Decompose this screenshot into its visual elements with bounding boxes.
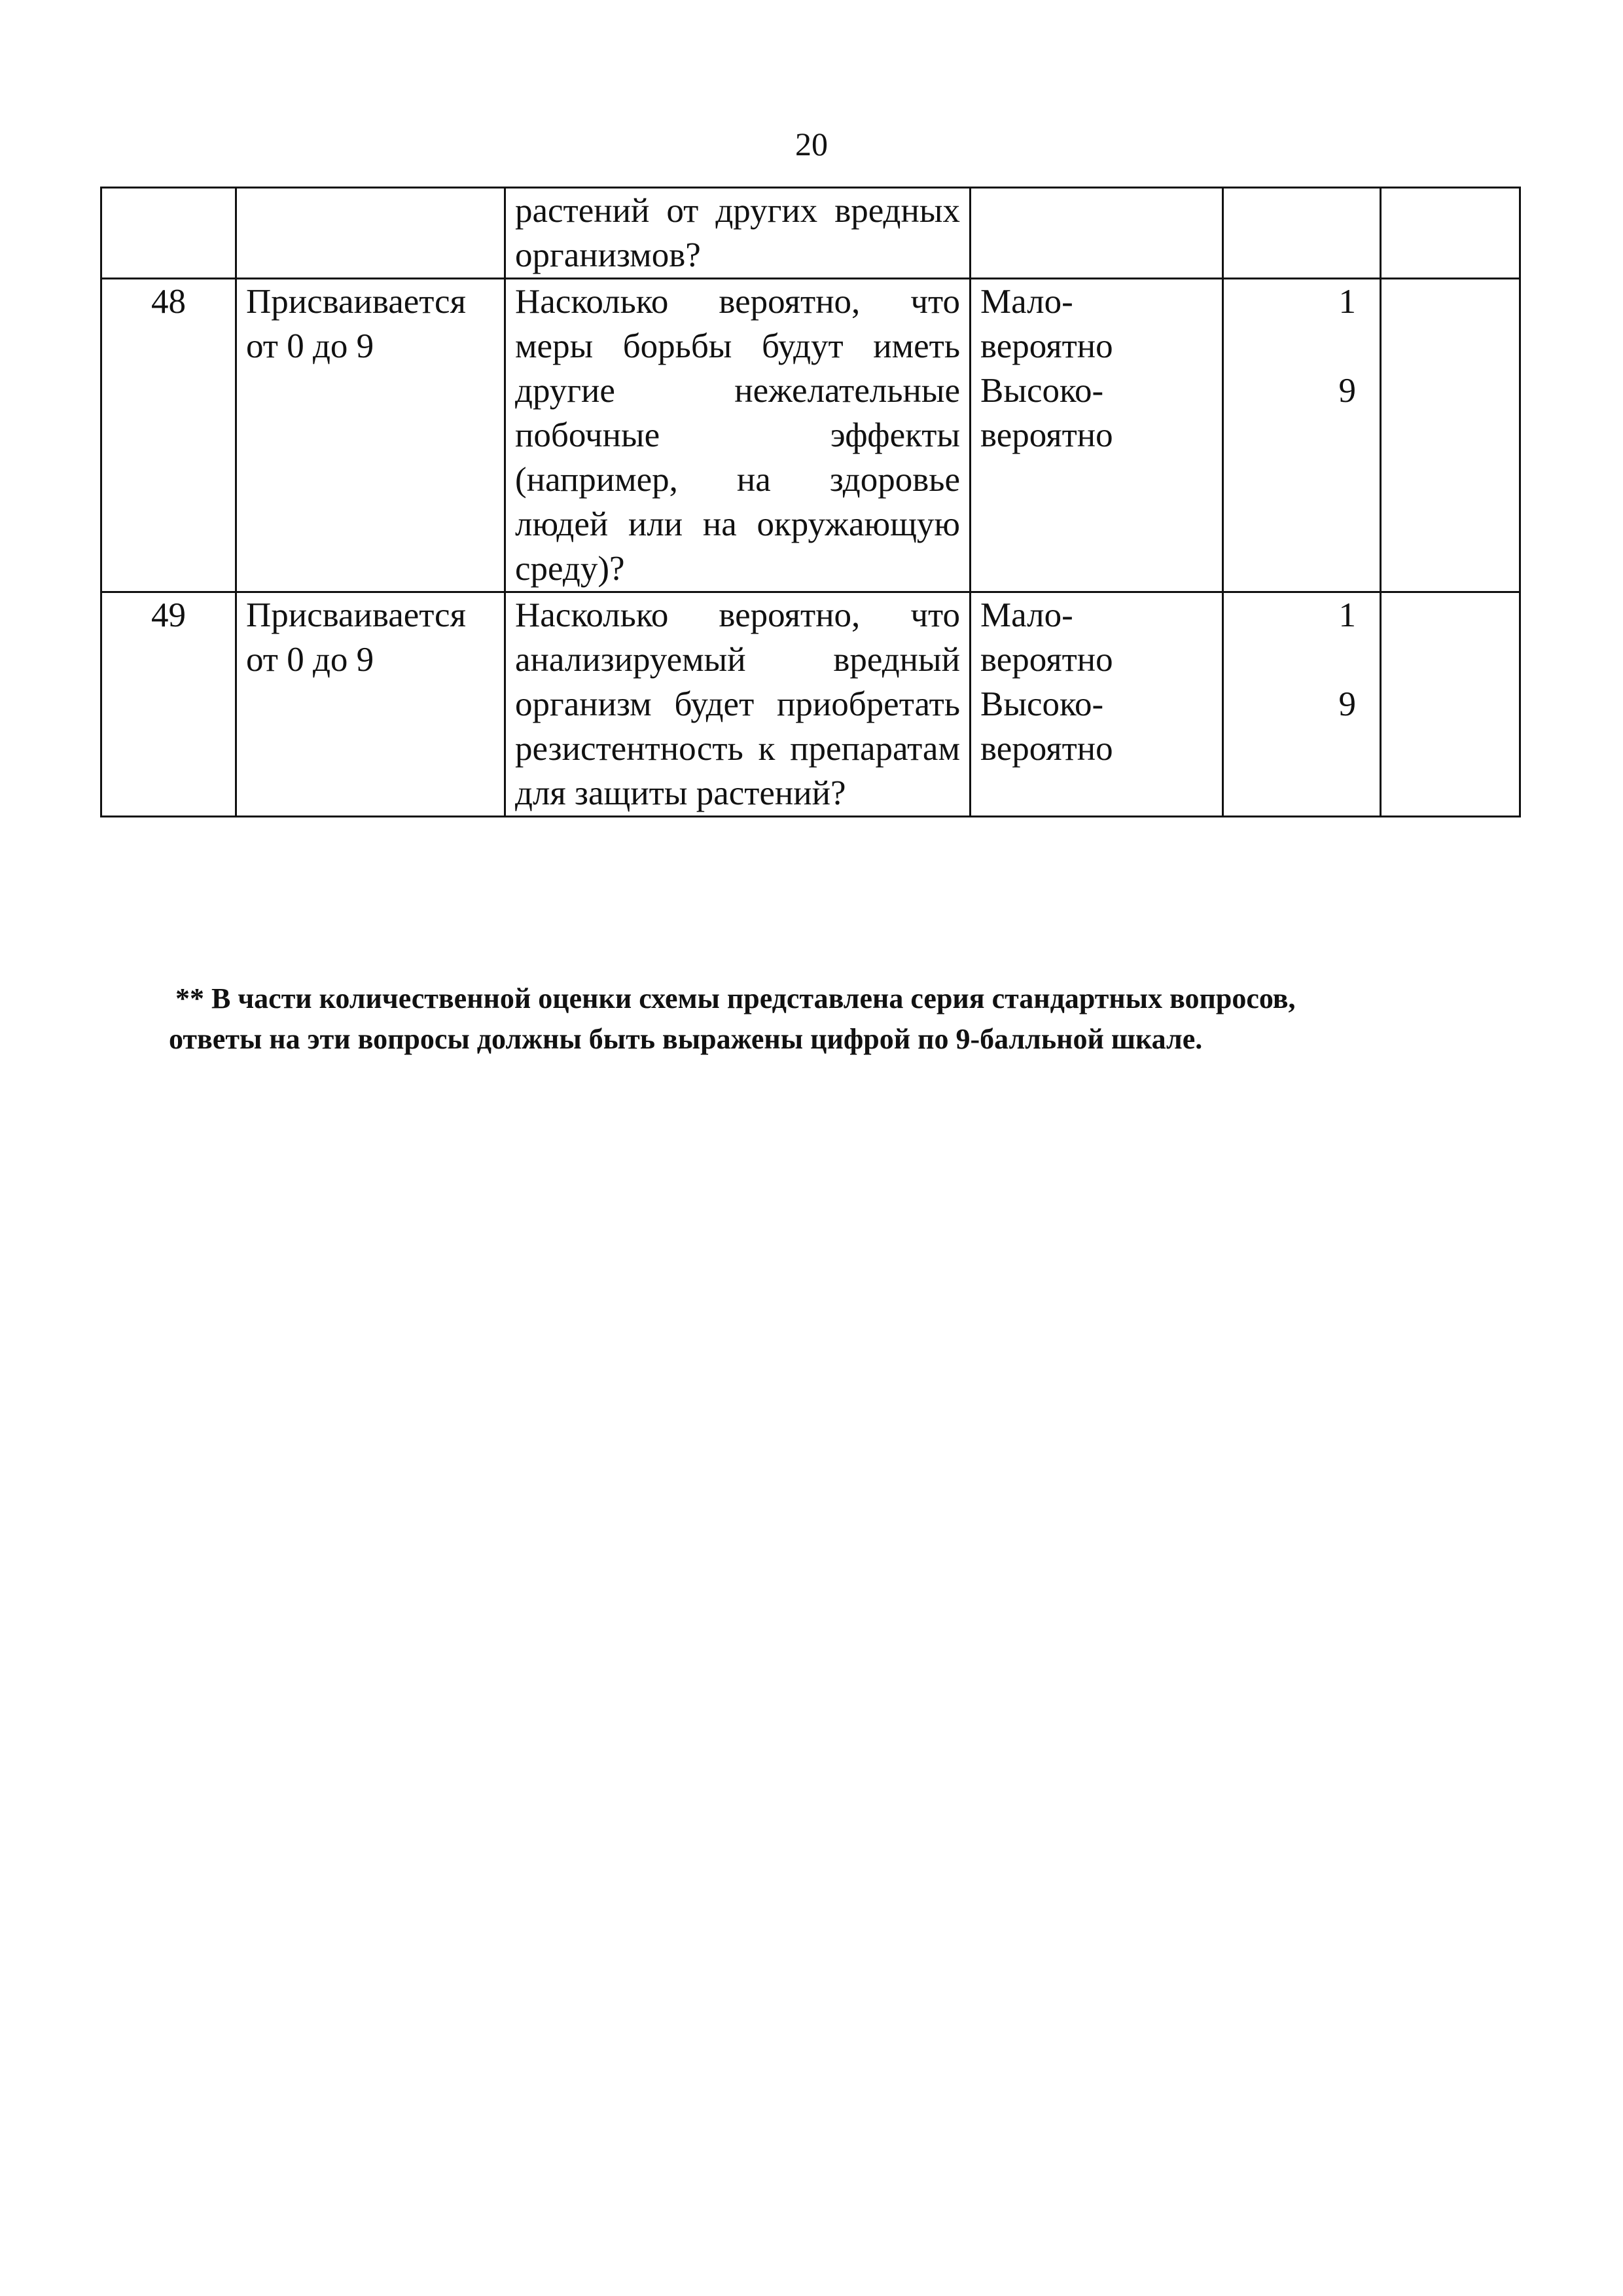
footnote-line-1	[175, 978, 1520, 1019]
cell-answer	[971, 592, 1223, 817]
assign-text: Присваивается от 0 до 9	[236, 279, 505, 592]
answer-high-line-2: вероятно	[980, 416, 1113, 454]
score-high: 9	[1338, 372, 1356, 410]
assessment-table	[100, 187, 1521, 817]
cell-answer	[971, 188, 1223, 279]
question-text: Насколько вероятно, что анализируемый вредный организм будет приобретать резистентность к препаратам для защиты растений?	[515, 596, 960, 812]
score-low: 1	[1338, 596, 1356, 634]
question-text: Насколько вероятно, что меры борьбы будут иметь другие нежелательные побочные эффекты (например, на здоровье людей или на окружающую среду)?	[515, 283, 960, 588]
answer-low-line-1: Мало-	[980, 596, 1073, 634]
cell-score	[1223, 279, 1381, 592]
cell-extra	[1381, 188, 1520, 279]
cell-assign	[236, 188, 505, 279]
score-high: 9	[1338, 685, 1356, 723]
cell-extra	[1381, 592, 1520, 817]
cell-num	[101, 188, 236, 279]
page-number: 20	[795, 126, 828, 162]
answer-high-line-2: вероятно	[980, 730, 1113, 768]
row-number: 49	[101, 592, 236, 817]
cell-question	[505, 279, 971, 592]
assign-text: Присваивается от 0 до 9	[236, 592, 505, 817]
cell-question	[505, 188, 971, 279]
footnote-text-1: В части количественной оценки схемы представлена серия стандартных вопросов,	[211, 982, 1296, 1014]
footnote-line-2: ответы на эти вопросы должны быть выражены цифрой по 9-балльной шкале.	[169, 1023, 1203, 1055]
answer-low-line-2: вероятно	[980, 641, 1113, 679]
row-number: 48	[101, 279, 236, 592]
score-low: 1	[1338, 283, 1356, 321]
cell-question	[505, 592, 971, 817]
cell-score	[1223, 592, 1381, 817]
cell-answer	[971, 279, 1223, 592]
table-row-continuation	[101, 188, 1520, 279]
answer-high-line-1: Высоко-	[980, 685, 1104, 723]
footnote-marker: **	[175, 982, 204, 1014]
cell-extra	[1381, 279, 1520, 592]
answer-low-line-2: вероятно	[980, 327, 1113, 365]
answer-low-line-1: Мало-	[980, 283, 1073, 321]
question-text: растений от других вредных организмов?	[515, 192, 960, 274]
cell-score	[1223, 188, 1381, 279]
table-row	[101, 279, 1520, 592]
answer-high-line-1: Высоко-	[980, 372, 1104, 410]
table-row	[101, 592, 1520, 817]
